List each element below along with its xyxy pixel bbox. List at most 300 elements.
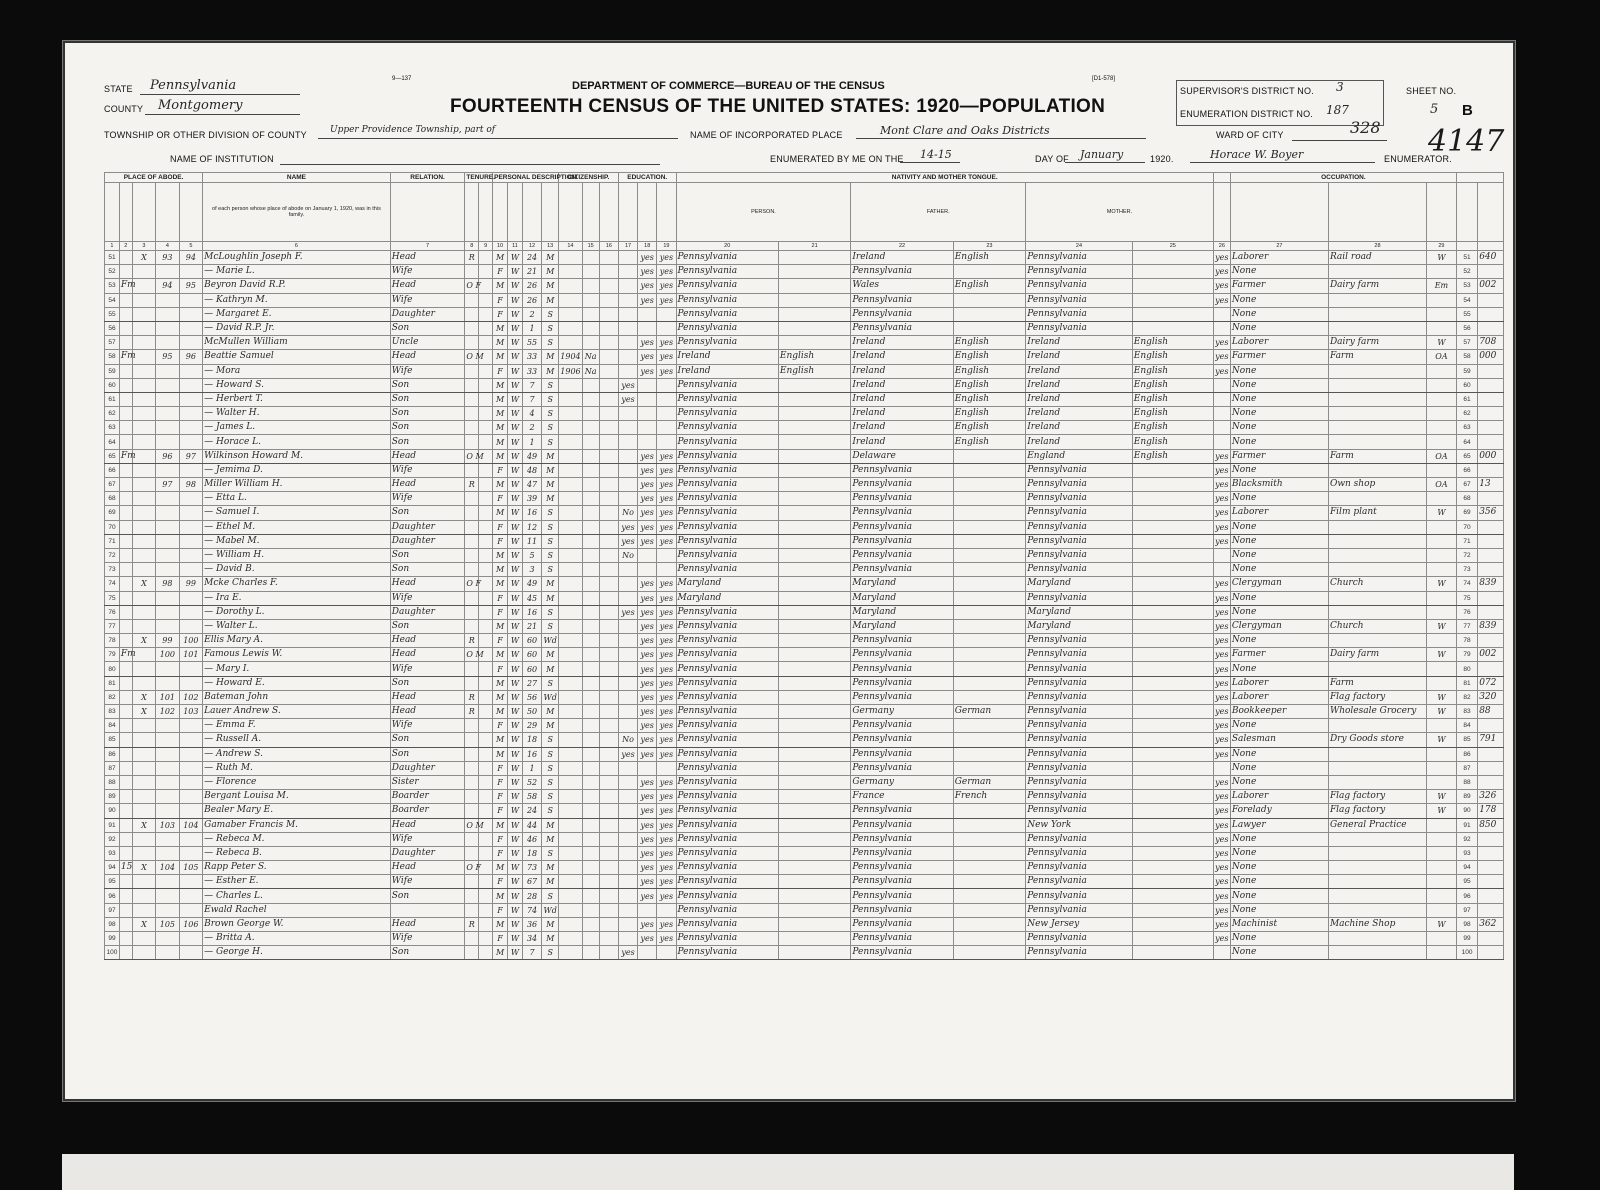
- cell-mark: [132, 336, 155, 350]
- cell-dwelling: [156, 719, 179, 733]
- cell-note: [1478, 321, 1504, 335]
- cell-family: [179, 463, 203, 477]
- cell-dwelling: [156, 520, 179, 534]
- cell-birth: Pennsylvania: [676, 804, 778, 818]
- group-personal-description: PERSONAL DESCRIPTION.: [494, 173, 579, 181]
- cell-mark: [132, 421, 155, 435]
- cell-industry: Wholesale Grocery: [1328, 705, 1426, 719]
- cell-empty: [599, 946, 618, 960]
- cell-age: 5: [522, 548, 541, 562]
- cell-english: yes: [1213, 932, 1230, 946]
- cell-f-tongue: [953, 307, 1025, 321]
- cell-family: [179, 605, 203, 619]
- cell-industry: [1328, 662, 1426, 676]
- cell-marital: S: [542, 548, 559, 562]
- cell-marital: S: [542, 676, 559, 690]
- cell-empty: [479, 761, 493, 775]
- column-number: 21: [778, 242, 850, 251]
- cell-line: 63: [105, 421, 120, 435]
- cell-own: [465, 775, 479, 789]
- cell-empty: [479, 407, 493, 421]
- cell-mark: X: [132, 690, 155, 704]
- cell-tongue: [778, 790, 850, 804]
- cell-write: yes: [657, 875, 676, 889]
- cell-name: Miller William H.: [203, 478, 391, 492]
- cell-trade: None: [1230, 534, 1328, 548]
- cell-line: 98: [1456, 917, 1477, 931]
- cell-m-tongue: English: [1132, 350, 1213, 364]
- cell-write: yes: [657, 889, 676, 903]
- cell-m-tongue: [1132, 520, 1213, 534]
- cell-line: 82: [1456, 690, 1477, 704]
- cell-birth: Pennsylvania: [676, 492, 778, 506]
- doc-id: [D1-578]: [1092, 76, 1116, 82]
- cell-birth: Pennsylvania: [676, 265, 778, 279]
- cell-street: [119, 719, 132, 733]
- cell-trade: Machinist: [1230, 917, 1328, 931]
- cell-f-tongue: [953, 534, 1025, 548]
- cell-street: [119, 392, 132, 406]
- column-number: 8: [465, 242, 479, 251]
- cell-m-birth: Pennsylvania: [1026, 676, 1133, 690]
- cell-f-birth: Ireland: [851, 407, 953, 421]
- cell-note: 072: [1478, 676, 1504, 690]
- cell-own: [465, 605, 479, 619]
- cell-tongue: [778, 534, 850, 548]
- cell-industry: Own shop: [1328, 478, 1426, 492]
- cell-school: [618, 364, 637, 378]
- cell-empty: [479, 378, 493, 392]
- cell-nat: [582, 648, 599, 662]
- place-value: Mont Clare and Oaks Districts: [880, 124, 1050, 137]
- sheet-side: B: [1462, 102, 1473, 119]
- cell-mark: [132, 719, 155, 733]
- cell-empty: [599, 251, 618, 265]
- column-number: 22: [851, 242, 953, 251]
- cell-empty: [599, 378, 618, 392]
- cell-f-tongue: [953, 478, 1025, 492]
- cell-tongue: [778, 932, 850, 946]
- cell-race: W: [508, 492, 523, 506]
- cell-school: yes: [618, 392, 637, 406]
- cell-empty: [599, 449, 618, 463]
- cell-read: yes: [638, 279, 657, 293]
- cell-trade: None: [1230, 605, 1328, 619]
- cell-industry: Farm: [1328, 350, 1426, 364]
- cell-line: 72: [1456, 548, 1477, 562]
- cell-nat: [582, 563, 599, 577]
- census-table: [104, 172, 1504, 960]
- cell-street: [119, 917, 132, 931]
- cell-tongue: [778, 265, 850, 279]
- cell-marital: S: [542, 747, 559, 761]
- cell-tongue: [778, 478, 850, 492]
- cell-m-tongue: [1132, 548, 1213, 562]
- cell-empty: [479, 747, 493, 761]
- cell-family: [179, 846, 203, 860]
- cell-family: [179, 364, 203, 378]
- cell-street: [119, 364, 132, 378]
- cell-imm: [559, 251, 582, 265]
- cell-birth: Maryland: [676, 577, 778, 591]
- cell-line: 53: [105, 279, 120, 293]
- cell-own: [465, 719, 479, 733]
- cell-school: [618, 279, 637, 293]
- cell-class: W: [1427, 619, 1457, 633]
- cell-mark: X: [132, 861, 155, 875]
- cell-family: [179, 932, 203, 946]
- cell-trade: None: [1230, 775, 1328, 789]
- cell-birth: Pennsylvania: [676, 421, 778, 435]
- cell-english: [1213, 946, 1230, 960]
- cell-empty: [599, 662, 618, 676]
- cell-own: [465, 293, 479, 307]
- cell-family: [179, 506, 203, 520]
- cell-marital: M: [542, 648, 559, 662]
- cell-empty: [599, 775, 618, 789]
- cell-line: 63: [1456, 421, 1477, 435]
- cell-tongue: [778, 634, 850, 648]
- cell-f-birth: Pennsylvania: [851, 903, 953, 917]
- cell-imm: [559, 279, 582, 293]
- cell-birth: Pennsylvania: [676, 676, 778, 690]
- cell-write: yes: [657, 350, 676, 364]
- cell-sex: F: [493, 265, 508, 279]
- cell-school: No: [618, 548, 637, 562]
- cell-industry: [1328, 435, 1426, 449]
- census-row: [105, 790, 1504, 804]
- cell-dwelling: [156, 662, 179, 676]
- cell-nat: [582, 818, 599, 832]
- cell-read: [638, 392, 657, 406]
- cell-marital: M: [542, 591, 559, 605]
- cell-f-birth: Pennsylvania: [851, 761, 953, 775]
- census-row: [105, 492, 1504, 506]
- cell-marital: Wd: [542, 903, 559, 917]
- cell-race: W: [508, 407, 523, 421]
- cell-industry: [1328, 407, 1426, 421]
- cell-m-tongue: [1132, 534, 1213, 548]
- cell-class: [1427, 265, 1457, 279]
- cell-school: yes: [618, 747, 637, 761]
- cell-name: — Marie L.: [203, 265, 391, 279]
- cell-own: O F: [465, 279, 479, 293]
- cell-dwelling: [156, 946, 179, 960]
- cell-line: 94: [1456, 861, 1477, 875]
- cell-m-tongue: [1132, 662, 1213, 676]
- cell-dwelling: [156, 378, 179, 392]
- cell-read: yes: [638, 861, 657, 875]
- cell-f-birth: Ireland: [851, 251, 953, 265]
- cell-own: [465, 591, 479, 605]
- cell-trade: None: [1230, 392, 1328, 406]
- cell-line: 68: [1456, 492, 1477, 506]
- cell-birth: Pennsylvania: [676, 407, 778, 421]
- cell-race: W: [508, 648, 523, 662]
- group-education: EDUCATION.: [618, 173, 676, 183]
- cell-imm: [559, 761, 582, 775]
- cell-nat: [582, 307, 599, 321]
- cell-trade: None: [1230, 861, 1328, 875]
- cell-read: yes: [638, 917, 657, 931]
- cell-class: [1427, 634, 1457, 648]
- cell-name: Wilkinson Howard M.: [203, 449, 391, 463]
- cell-empty: [479, 790, 493, 804]
- cell-m-birth: Pennsylvania: [1026, 307, 1133, 321]
- cell-write: yes: [657, 265, 676, 279]
- cell-f-tongue: English: [953, 407, 1025, 421]
- cell-dwelling: [156, 421, 179, 435]
- cell-line: 64: [1456, 435, 1477, 449]
- cell-sex: M: [493, 435, 508, 449]
- cell-empty: [479, 463, 493, 477]
- cell-age: 12: [522, 520, 541, 534]
- cell-industry: Machine Shop: [1328, 917, 1426, 931]
- cell-write: [657, 435, 676, 449]
- cell-nat: [582, 449, 599, 463]
- cell-age: 18: [522, 733, 541, 747]
- cell-name: — Etta L.: [203, 492, 391, 506]
- group-name: NAME: [203, 173, 391, 183]
- cell-imm: [559, 818, 582, 832]
- cell-english: yes: [1213, 251, 1230, 265]
- cell-birth: Pennsylvania: [676, 336, 778, 350]
- cell-age: 39: [522, 492, 541, 506]
- cell-f-birth: Pennsylvania: [851, 307, 953, 321]
- cell-imm: [559, 946, 582, 960]
- cell-class: [1427, 775, 1457, 789]
- cell-sex: F: [493, 719, 508, 733]
- cell-own: R: [465, 705, 479, 719]
- cell-write: [657, 407, 676, 421]
- cell-own: [465, 932, 479, 946]
- cell-f-birth: Pennsylvania: [851, 676, 953, 690]
- cell-relation: Daughter: [390, 846, 465, 860]
- cell-marital: M: [542, 364, 559, 378]
- cell-age: 1: [522, 435, 541, 449]
- cell-line: 53: [1456, 279, 1477, 293]
- cell-family: [179, 407, 203, 421]
- cell-read: [638, 946, 657, 960]
- cell-marital: S: [542, 378, 559, 392]
- cell-english: yes: [1213, 662, 1230, 676]
- cell-nat: [582, 634, 599, 648]
- cell-marital: Wd: [542, 634, 559, 648]
- cell-relation: Son: [390, 392, 465, 406]
- cell-imm: [559, 293, 582, 307]
- census-row: [105, 421, 1504, 435]
- cell-english: yes: [1213, 520, 1230, 534]
- cell-imm: [559, 392, 582, 406]
- cell-relation: Head: [390, 251, 465, 265]
- cell-school: [618, 463, 637, 477]
- cell-nat: [582, 662, 599, 676]
- cell-nat: [582, 279, 599, 293]
- cell-family: 101: [179, 648, 203, 662]
- cell-f-tongue: [953, 761, 1025, 775]
- cell-imm: [559, 634, 582, 648]
- cell-english: yes: [1213, 733, 1230, 747]
- cell-marital: M: [542, 478, 559, 492]
- cell-f-birth: Pennsylvania: [851, 492, 953, 506]
- column-number: 25: [1132, 242, 1213, 251]
- cell-line: 99: [105, 932, 120, 946]
- cell-english: [1213, 378, 1230, 392]
- cell-name: — Charles L.: [203, 889, 391, 903]
- cell-m-tongue: [1132, 761, 1213, 775]
- cell-trade: None: [1230, 293, 1328, 307]
- cell-class: [1427, 818, 1457, 832]
- cell-f-birth: Ireland: [851, 421, 953, 435]
- cell-family: [179, 761, 203, 775]
- cell-marital: M: [542, 719, 559, 733]
- cell-marital: M: [542, 875, 559, 889]
- cell-school: [618, 407, 637, 421]
- cell-own: [465, 392, 479, 406]
- cell-name: — Howard E.: [203, 676, 391, 690]
- cell-empty: [479, 548, 493, 562]
- cell-f-tongue: German: [953, 775, 1025, 789]
- cell-age: 1: [522, 321, 541, 335]
- cell-sex: F: [493, 846, 508, 860]
- census-row: [105, 861, 1504, 875]
- cell-english: yes: [1213, 804, 1230, 818]
- cell-school: [618, 421, 637, 435]
- cell-relation: Head: [390, 690, 465, 704]
- cell-industry: [1328, 775, 1426, 789]
- cell-f-tongue: [953, 733, 1025, 747]
- cell-sex: F: [493, 293, 508, 307]
- cell-nat: [582, 421, 599, 435]
- cell-marital: M: [542, 350, 559, 364]
- cell-street: [119, 307, 132, 321]
- cell-english: yes: [1213, 492, 1230, 506]
- cell-read: [638, 378, 657, 392]
- cell-age: 16: [522, 747, 541, 761]
- cell-empty: [599, 520, 618, 534]
- cell-line: 97: [105, 903, 120, 917]
- cell-sex: F: [493, 534, 508, 548]
- cell-relation: Son: [390, 435, 465, 449]
- cell-line: 89: [1456, 790, 1477, 804]
- cell-marital: S: [542, 946, 559, 960]
- cell-birth: Pennsylvania: [676, 435, 778, 449]
- cell-birth: Pennsylvania: [676, 662, 778, 676]
- cell-family: 97: [179, 449, 203, 463]
- cell-f-tongue: [953, 846, 1025, 860]
- day-of-label: DAY OF: [1035, 154, 1069, 164]
- cell-line: 51: [105, 251, 120, 265]
- cell-read: yes: [638, 690, 657, 704]
- cell-write: yes: [657, 747, 676, 761]
- cell-write: yes: [657, 634, 676, 648]
- cell-write: yes: [657, 520, 676, 534]
- cell-class: [1427, 747, 1457, 761]
- cell-sex: F: [493, 463, 508, 477]
- cell-read: yes: [638, 790, 657, 804]
- cell-f-birth: Pennsylvania: [851, 520, 953, 534]
- cell-f-tongue: [953, 917, 1025, 931]
- cell-empty: [479, 619, 493, 633]
- cell-f-tongue: [953, 591, 1025, 605]
- cell-f-tongue: English: [953, 364, 1025, 378]
- cell-industry: [1328, 889, 1426, 903]
- cell-sex: M: [493, 747, 508, 761]
- cell-age: 21: [522, 619, 541, 633]
- column-number: 24: [1026, 242, 1133, 251]
- cell-own: [465, 336, 479, 350]
- cell-f-tongue: [953, 676, 1025, 690]
- cell-note: [1478, 492, 1504, 506]
- cell-read: yes: [638, 265, 657, 279]
- cell-nat: Na: [582, 350, 599, 364]
- cell-nat: [582, 705, 599, 719]
- cell-nat: [582, 265, 599, 279]
- cell-tongue: [778, 506, 850, 520]
- cell-m-tongue: [1132, 832, 1213, 846]
- cell-m-birth: Pennsylvania: [1026, 506, 1133, 520]
- cell-line: 59: [105, 364, 120, 378]
- cell-f-tongue: English: [953, 251, 1025, 265]
- cell-race: W: [508, 775, 523, 789]
- cell-imm: [559, 548, 582, 562]
- cell-age: 36: [522, 917, 541, 931]
- cell-english: yes: [1213, 705, 1230, 719]
- cell-nat: [582, 534, 599, 548]
- cell-industry: Film plant: [1328, 506, 1426, 520]
- cell-empty: [479, 492, 493, 506]
- cell-family: [179, 321, 203, 335]
- census-row: [105, 747, 1504, 761]
- cell-tongue: [778, 435, 850, 449]
- cell-m-birth: Pennsylvania: [1026, 534, 1133, 548]
- cell-dwelling: [156, 307, 179, 321]
- cell-english: yes: [1213, 775, 1230, 789]
- cell-line: 74: [1456, 577, 1477, 591]
- cell-sex: M: [493, 690, 508, 704]
- cell-sex: M: [493, 705, 508, 719]
- cell-line: 87: [105, 761, 120, 775]
- cell-name: — Samuel I.: [203, 506, 391, 520]
- cell-birth: Pennsylvania: [676, 775, 778, 789]
- cell-birth: Pennsylvania: [676, 917, 778, 931]
- cell-imm: [559, 705, 582, 719]
- cell-own: [465, 733, 479, 747]
- cell-age: 50: [522, 705, 541, 719]
- cell-m-birth: Pennsylvania: [1026, 861, 1133, 875]
- cell-english: yes: [1213, 591, 1230, 605]
- cell-family: [179, 435, 203, 449]
- cell-line: 86: [105, 747, 120, 761]
- cell-imm: [559, 875, 582, 889]
- cell-f-tongue: French: [953, 790, 1025, 804]
- cell-mark: X: [132, 705, 155, 719]
- cell-f-birth: Pennsylvania: [851, 861, 953, 875]
- cell-m-birth: Ireland: [1026, 421, 1133, 435]
- cell-write: yes: [657, 846, 676, 860]
- cell-english: yes: [1213, 719, 1230, 733]
- cell-nat: [582, 747, 599, 761]
- cell-birth: Pennsylvania: [676, 648, 778, 662]
- cell-name: — Andrew S.: [203, 747, 391, 761]
- cell-dwelling: [156, 548, 179, 562]
- cell-own: [465, 506, 479, 520]
- cell-read: [638, 548, 657, 562]
- cell-line: 56: [1456, 321, 1477, 335]
- cell-name: — Rebeca M.: [203, 832, 391, 846]
- cell-imm: [559, 690, 582, 704]
- cell-empty: [599, 279, 618, 293]
